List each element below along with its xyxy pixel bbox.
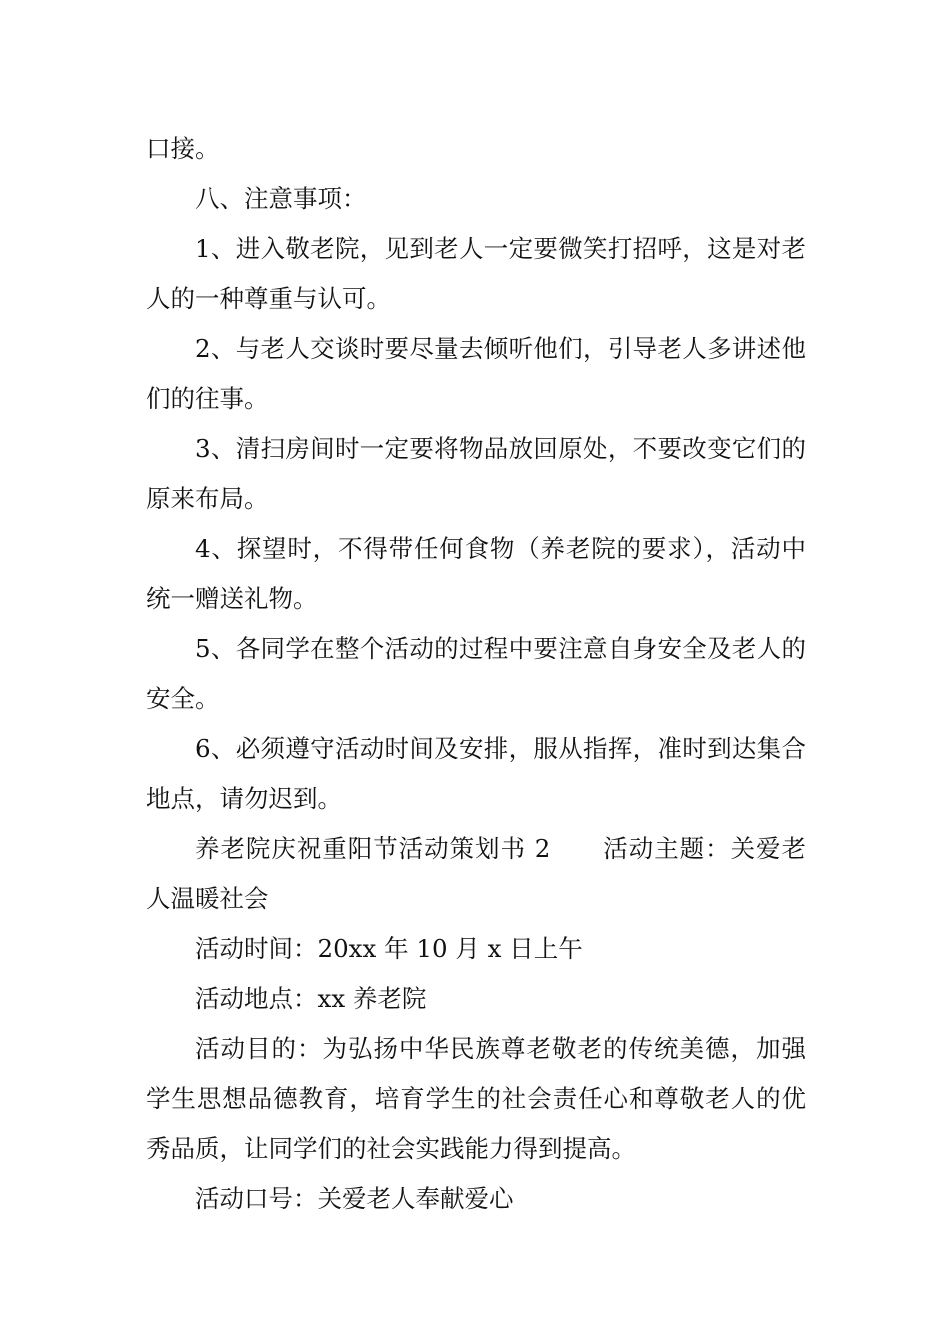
note-item: 6、必须遵守活动时间及安排，服从指挥，准时到达集合地点，请勿迟到。 [146,734,806,813]
note-item: 4、探望时，不得带任何食物（养老院的要求），活动中统一赠送礼物。 [146,534,806,613]
plan-slogan: 活动口号：关爱老人奉献爱心 [195,1184,514,1213]
note-item: 3、清扫房间时一定要将物品放回原处，不要改变它们的原来布局。 [146,434,806,513]
document-body [146,124,806,1224]
plan-title-paragraph [146,824,806,924]
continuation-text: 口接。 [146,134,220,163]
note-item: 5、各同学在整个活动的过程中要注意自身安全及老人的安全。 [146,634,806,713]
note-item: 1、进入敬老院，见到老人一定要微笑打招呼，这是对老人的一种尊重与认可。 [146,234,806,313]
plan-location: 活动地点：xx 养老院 [195,984,427,1013]
plan-title: 养老院庆祝重阳节活动策划书 2 [195,834,551,863]
section-heading: 八、注意事项： [195,184,367,213]
note-item: 2、与老人交谈时要尽量去倾听他们，引导老人多讲述他们的往事。 [146,334,806,413]
plan-purpose: 活动目的：为弘扬中华民族尊老敬老的传统美德，加强学生思想品德教育，培育学生的社会责任心和尊敬老人的优秀品质，让同学们的社会实践能力得到提高。 [146,1034,806,1163]
plan-time: 活动时间：20xx 年 10 月 x 日上午 [195,934,583,963]
plan-theme: 活动主题：关爱老人温暖社会 [146,834,807,913]
